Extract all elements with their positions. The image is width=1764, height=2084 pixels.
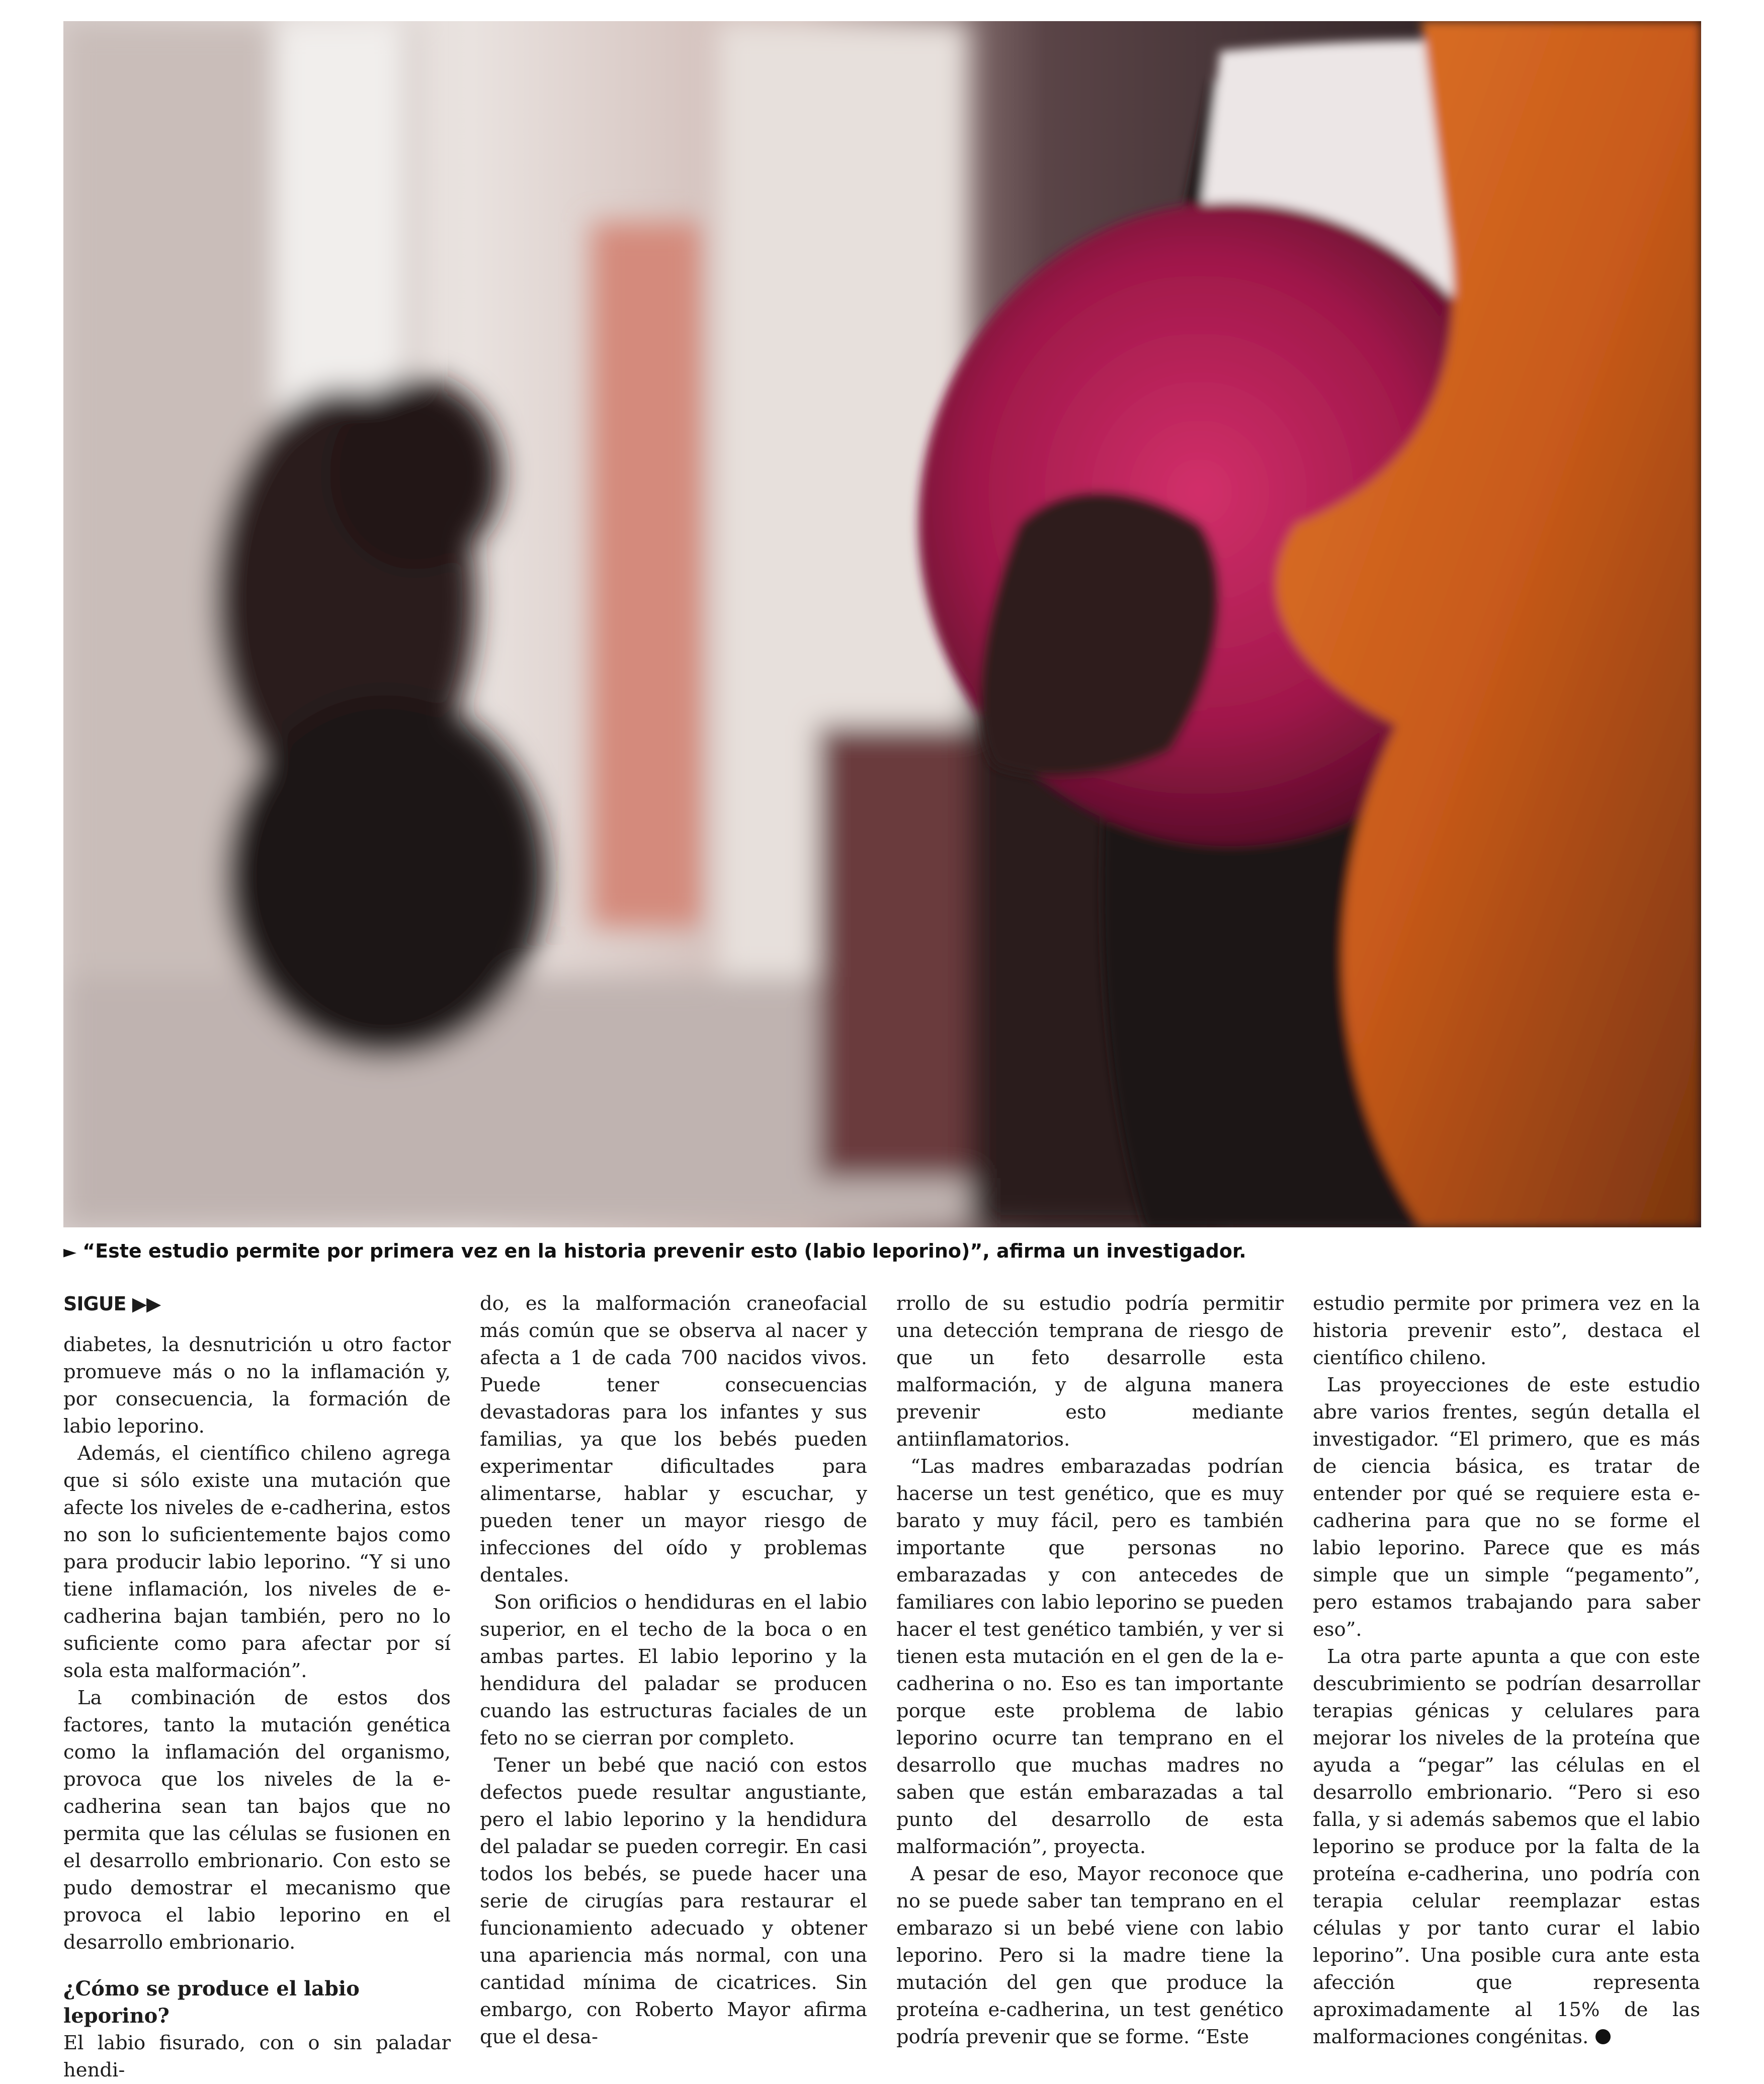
paragraph: rrollo de su estudio podría permitir una detección temprana de riesgo de que un feto desarrolle esta malformación, y de alguna manera prevenir esto mediante antiinflamatorios. (896, 1292, 1284, 1451)
paragraph: “Las madres embarazadas podrían hacerse un test genético, que es muy barato y muy fácil, pero es también importante que personas no embarazadas y con antecedes de familiares con labio leporino se pueden hacer el test genético también, y ver si tienen esta mutación en el gen de la e-cadherina o no. Eso es tan importante porque este problema de labio leporino ocurre tan temprano en el desarrollo que muchas madres no saben que están embarazadas a tal punto del desarrollo de esta malformación”, proyecta. (896, 1455, 1284, 1858)
article-column-4 (1313, 1290, 1700, 2051)
paragraph: do, es la malformación craneofacial más común que se observa al nacer y afecta a 1 de cada 700 nacidos vivos. Puede tener consecuencias devastadoras para los infantes y sus familias, ya que los bebés pueden experimentar dificultades para alimentarse, hablar y escuchar, y pueden tener un mayor riesgo de infecciones del oído y problemas dentales. (480, 1292, 867, 1587)
photo-caption (63, 1233, 1701, 1269)
paragraph: Además, el científico chileno agrega que si sólo existe una mutación que afecte los niveles de e-cadherina, estos no son lo suficientemente bajos como para producir labio leporino. “Y si uno tiene inflamación, los niveles de e-cadherina bajan también, pero no lo suficiente como para afectar por sí sola esta malformación”. (63, 1442, 451, 1682)
paragraph: diabetes, la desnutrición u otro factor promueve más o no la inflamación y, por consecuencia, la formación de labio leporino. (63, 1333, 451, 1438)
paragraph: Tener un bebé que nació con estos defectos puede resultar angustiante, pero el labio leporino y la hendidura del paladar se pueden corregir. En casi todos los bebés, se puede hacer una serie de cirugías para restaurar el funcionamiento adecuado y obtener una apariencia más normal, con una cantidad mínima de cicatrices. Sin embargo, con Roberto Mayor afirma que el desa- (480, 1754, 867, 2048)
caption-arrow-icon: ► (63, 1242, 77, 1262)
paragraph: estudio permite por primera vez en la historia prevenir esto”, destaca el científico chileno. (1313, 1292, 1700, 1369)
paragraph: La combinación de estos dos factores, tanto la mutación genética como la inflamación del organismo, provoca que los niveles de la e-cadherina sean tan bajos que no permita que las células se fusionen en el desarrollo embrionario. Con esto se pudo demostrar el mecanismo que provoca el labio leporino en el desarrollo embrionario. (63, 1687, 451, 1954)
caption-text: “Este estudio permite por primera vez en la historia prevenir esto (labio leporino)”, afirma un investigador. (82, 1240, 1246, 1262)
article-column-3 (896, 1290, 1284, 2051)
paragraph: A pesar de eso, Mayor reconoce que no se puede saber tan temprano en el embarazo si un bebé viene con labio leporino. Pero si la madre tiene la mutación del gen que produce la proteína e-cadherina, un test genético podría prevenir que se forme. “Este (896, 1863, 1284, 2048)
paragraph-final-text: La otra parte apunta a que con este descubrimiento se podrían desarrollar terapias génicas y celulares para mejorar los niveles de la proteína que ayuda a “pegar” las células en el desarrollo embrionario. “Pero si eso falla, y si además sabemos que el labio leporino se produce por la falta de la proteína e-cadherina, uno podría con terapia celular reemplazar estas células y por tanto curar el labio leporino”. Una posible cura ante esta afección que representa aproximadamente al 15% de las malformaciones congénitas. (1313, 1645, 1700, 2048)
paragraph: Son orificios o hendiduras en el labio superior, en el techo de la boca o en ambas partes. El labio leporino y la hendidura del paladar se producen cuando las estructuras faciales de un feto no se cierran por completo. (480, 1591, 867, 1749)
continued-label: SIGUE ▶▶ (63, 1293, 161, 1315)
paragraph-final (1313, 1643, 1700, 2051)
paragraph: Las proyecciones de este estudio abre varios frentes, según detalla el investigador. “El primero, que es más de ciencia básica, es tratar de entender por qué se requiere esta e-cadherina para que no se forme el labio leporino. Parece que es más simple que un simple “pegamento”, pero estamos trabajando para saber eso”. (1313, 1374, 1700, 1641)
end-of-article-icon (1595, 2029, 1611, 2044)
pregnant-belly-photo-icon (63, 21, 1701, 1227)
article-column-1 (63, 1290, 451, 2084)
section-subheading: ¿Cómo se produce el labio leporino? (63, 1977, 360, 2028)
article-column-2 (480, 1290, 867, 2051)
paragraph: El labio fisurado, con o sin paladar hendi- (63, 2032, 451, 2081)
article-photo (63, 21, 1701, 1227)
